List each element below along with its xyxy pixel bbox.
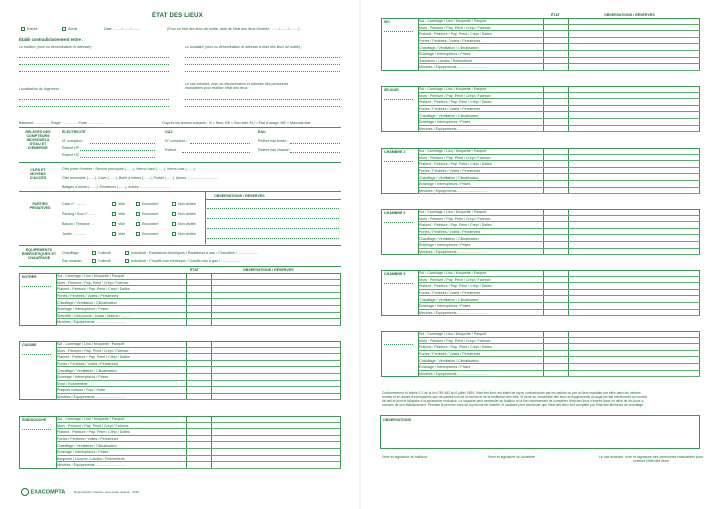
room-row[interactable]: Murs : Peinture / Pap. Peint / Crépi / Faïence bbox=[418, 277, 700, 284]
chauffage-individuel-checkbox[interactable] bbox=[125, 251, 129, 254]
privative-nonvisite-checkbox[interactable] bbox=[172, 212, 176, 215]
room-row[interactable]: Murs : Peinture / Pap. Peint / Crépi / Faïence bbox=[56, 348, 341, 355]
date-note: (Pour un état des lieux de sortie, date de l'état des lieux d'entrée : ......./......../.........) bbox=[167, 27, 300, 31]
signature-mandataire: Le cas échéant, nom et signature des personnes mandatées pour réaliser l'état des lieux bbox=[598, 455, 704, 463]
equipements-label: ÉQUIPEMENTS ÉNERGÉTIQUES ET CHAUFFAGE bbox=[21, 248, 57, 260]
room-label-cuisine: CUISINE bbox=[22, 343, 37, 347]
privative-encombre-checkbox[interactable] bbox=[136, 222, 140, 225]
room-label-sejour: SÉJOUR bbox=[384, 88, 399, 92]
cles-line-1: Clés porte d'entrée : Serrure principale (.......), Verrou haut (.......), Verrou bas (.......) bbox=[62, 167, 195, 171]
eau-individuel-checkbox[interactable] bbox=[125, 259, 129, 262]
privative-nonvisite-checkbox[interactable] bbox=[172, 202, 176, 205]
room-row[interactable]: Portes / Fenêtres / Volets / Persiennes bbox=[418, 38, 700, 45]
privative-nonvisite-checkbox[interactable] bbox=[172, 232, 176, 235]
room-row[interactable]: Sol : Carrelage / Lino / Moquette / Parquet bbox=[56, 341, 341, 348]
room-row[interactable]: Plafond : Peinture / Pap. Peint / Crépi / Dalles bbox=[56, 286, 341, 293]
room-row[interactable]: Portes / Fenêtres / Volets / Persiennes bbox=[56, 436, 341, 443]
eau-chaude: Relevé eau chaude : bbox=[258, 148, 291, 152]
chauffage-collectif-checkbox[interactable] bbox=[92, 251, 96, 254]
cles-label: CLÉS ET MOYENS D'ACCÈS bbox=[29, 168, 47, 180]
observations-heading: OBSERVATIONS bbox=[383, 418, 412, 422]
etat-legend: D'après les termes suivants : N = Neuf, BE = Bon état, EU = État d'usage, ME = Mauvais état bbox=[162, 121, 311, 125]
entree-checkbox[interactable] bbox=[21, 27, 25, 30]
room-row[interactable]: Plafond : Peinture / Pap. Peint / Crépi / Dalles bbox=[56, 429, 341, 436]
privative-encombre-3[interactable]: Encombré bbox=[136, 232, 158, 236]
batiment-field[interactable]: Bâtiment : .............. Étage : .............. Porte : .............. bbox=[19, 121, 105, 125]
room-row[interactable]: Murs : Peinture / Pap. Peint / Crépi / Faïence bbox=[56, 280, 341, 287]
room-row[interactable]: Chauffage / Ventilation / Climatisation bbox=[418, 357, 700, 364]
privative-vide-2[interactable]: Vide bbox=[112, 222, 125, 226]
cles-line-3: Badges d'accès (.......), Émetteurs (.......), Autres ............................... bbox=[62, 185, 171, 189]
obs-header-right: OBSERVATIONS / RÉSERVES bbox=[604, 13, 655, 17]
room-row[interactable]: Plafond : Peinture / Pap. Peint / Crépi / Dalles bbox=[418, 161, 700, 168]
page-title: ÉTAT DES LIEUX bbox=[152, 13, 203, 19]
room-row[interactable]: Sol : Carrelage / Lino / Moquette / Parquet bbox=[56, 416, 341, 423]
room-row[interactable]: Meubles / Équipements .............................. bbox=[418, 249, 700, 256]
privative-vide-1[interactable]: Vide bbox=[112, 212, 125, 216]
elec-num: N° compteur : bbox=[62, 139, 85, 143]
privative-vide-checkbox[interactable] bbox=[112, 212, 116, 215]
room-row[interactable]: Portes / Fenêtres / Volets / Persiennes bbox=[418, 106, 700, 113]
obs-header-left: OBSERVATIONS / RÉSERVES bbox=[243, 268, 294, 272]
privatives-obs-header: OBSERVATIONS / RÉSERVES bbox=[214, 194, 265, 198]
bailleur-label: Le bailleur (nom ou dénomination et adresse) : bbox=[19, 45, 94, 49]
privative-vide-checkbox[interactable] bbox=[112, 232, 116, 235]
entree-checkbox-row[interactable]: Entrée bbox=[21, 27, 38, 31]
privative-nonvisite-0[interactable]: Non visitée bbox=[172, 202, 196, 206]
privative-item-2: Balcon / Terrasse ... bbox=[62, 222, 94, 226]
room-row[interactable]: Baignoire / Douche / Lavabo / Robinetterie bbox=[56, 456, 341, 463]
room-row[interactable]: Meubles / Équipements .............................. bbox=[56, 394, 341, 401]
room-row[interactable]: Portes / Fenêtres / Volets / Persiennes bbox=[56, 361, 341, 368]
room-row[interactable]: Plafond : Peinture / Pap. Peint / Crépi / Dalles bbox=[56, 354, 341, 361]
room-row[interactable]: Murs : Peinture / Pap. Peint / Crépi / Faïence bbox=[418, 216, 700, 223]
observations-box[interactable] bbox=[380, 415, 700, 449]
room-row[interactable]: Plafond : Peinture / Pap. Peint / Crépi / Dalles bbox=[418, 283, 700, 290]
room-row[interactable]: Éclairage / Interrupteurs / Prises bbox=[418, 181, 700, 188]
room-row[interactable]: Meubles / Équipements .............................. bbox=[418, 64, 700, 71]
gaz-releve: Relevé : bbox=[165, 148, 179, 152]
exacompta-logo-icon bbox=[21, 488, 29, 496]
privative-item-3: Jardin : ........... bbox=[62, 232, 86, 236]
room-row[interactable]: Portes / Fenêtres / Volets / Persiennes bbox=[418, 351, 700, 358]
eau-collectif-checkbox[interactable] bbox=[92, 259, 96, 262]
privative-encombre-1[interactable]: Encombré bbox=[136, 212, 158, 216]
privative-encombre-2[interactable]: Encombré bbox=[136, 222, 158, 226]
privative-encombre-checkbox[interactable] bbox=[136, 212, 140, 215]
room-row[interactable]: Éclairage / Interrupteurs / Prises bbox=[418, 303, 700, 310]
sortie-checkbox[interactable] bbox=[62, 27, 66, 30]
room-row[interactable]: Éclairage / Interrupteurs / Prises bbox=[418, 119, 700, 126]
room-row[interactable]: Meubles / Équipements .............................. bbox=[56, 319, 341, 326]
room-label-wc: WC bbox=[384, 20, 390, 24]
etat-header-left: ÉTAT bbox=[190, 268, 199, 272]
room-row[interactable]: Évier / Robinetterie bbox=[56, 381, 341, 388]
room-row[interactable]: Meubles / Équipements .............................. bbox=[418, 126, 700, 133]
privative-vide-checkbox[interactable] bbox=[112, 202, 116, 205]
room-row[interactable]: Chauffage / Ventilation / Climatisation bbox=[418, 296, 700, 303]
room-row[interactable]: Chauffage / Ventilation / Climatisation bbox=[418, 235, 700, 242]
privative-vide-3[interactable]: Vide bbox=[112, 232, 125, 236]
room-row[interactable]: Portes / Fenêtres / Volets / Persiennes bbox=[418, 290, 700, 297]
room-row[interactable]: Sonnette / Interphone / Judas / Alarme / .......... bbox=[56, 313, 341, 320]
sortie-checkbox-row[interactable]: Sortie bbox=[62, 27, 77, 31]
room-row[interactable]: Portes / Fenêtres / Volets / Persiennes bbox=[418, 168, 700, 175]
room-row[interactable]: Portes / Fenêtres / Volets / Persiennes bbox=[56, 293, 341, 300]
room-row[interactable]: Chauffage / Ventilation / Climatisation bbox=[56, 299, 341, 306]
room-row[interactable]: Sol : Carrelage / Lino / Moquette / Parquet bbox=[418, 86, 700, 93]
eauchaude-label: Eau chaude : bbox=[62, 259, 84, 263]
legal-text: Conformément à l'article 3-2 de la loi n°89-462 du 6 juillet 1989, l'état des lieux est établi de façon contradictoire par les parties ou par un tiers mandaté par elles dans les mêmes formes et en autant d'exemplaires que de parties lors de la remise et de la restitution des clés. Si perte ou l'ensemble des lieux et équipements d'usage privatif mentionnés au contrat de bail et dont le locataire a la jouissance exclusive. Le locataire peut demander au bailleur ou à son représentant de compléter l'état des lieux d'entrée dans un délai de dix jours à compter de son établissement. Pendant le premier mois de la période de chauffe, le locataire peut demander que l'état des lieux soit complété par l'état des éléments de chauffage. bbox=[382, 391, 647, 407]
privative-nonvisite-3[interactable]: Non visitée bbox=[172, 232, 196, 236]
signature-bailleur: Nom et signature du bailleur bbox=[382, 455, 427, 459]
room-row[interactable]: Éclairage / Interrupteurs / Prises bbox=[56, 374, 341, 381]
locataire-label: Le locataire (nom ou dénomination et adresse à était des lieux de sortie) : bbox=[185, 45, 303, 49]
eau-heading: EAU bbox=[258, 130, 266, 134]
room-row[interactable]: Plafond : Peinture / Pap. Peint / Crépi / Dalles bbox=[418, 31, 700, 38]
room-row[interactable]: Éclairage / Interrupteurs / Prises bbox=[56, 306, 341, 313]
room-row[interactable]: Murs : Peinture / Pap. Peint / Crépi / Faïence bbox=[418, 25, 700, 32]
room-label-ch3: CHAMBRE 3 bbox=[384, 272, 406, 276]
room-row[interactable]: Sol : Carrelage / Lino / Moquette / Parquet bbox=[418, 331, 700, 338]
gaz-num: N° compteur : bbox=[165, 139, 188, 143]
elec-heading: ÉLECTRICITÉ bbox=[62, 130, 86, 134]
room-row[interactable]: Chauffage / Ventilation / Climatisation bbox=[418, 112, 700, 119]
localisation-label: Localisation du logement : bbox=[19, 87, 61, 91]
room-row[interactable]: Meubles / Équipements .............................. bbox=[418, 310, 700, 317]
gaz-heading: GAZ bbox=[165, 130, 173, 134]
room-row[interactable]: Éclairage / Interrupteurs / Prises bbox=[56, 449, 341, 456]
etat-header-right: ÉTAT bbox=[551, 13, 560, 17]
privative-vide-0[interactable]: Vide bbox=[112, 202, 125, 206]
room-row[interactable]: Plafond : Peinture / Pap. Peint / Crépi / Dalles bbox=[418, 99, 700, 106]
privatives-label: PARTIES PRIVATIVES bbox=[29, 202, 51, 210]
page-spine bbox=[359, 0, 361, 509]
room-row[interactable]: Murs : Peinture / Pap. Peint / Crépi / Faïence bbox=[418, 338, 700, 345]
mandataire-label: Le cas échéant, nom ou dénomination et adresse des personnes mandatées pour réaliser l'état des lieux : bbox=[185, 82, 289, 90]
room-row[interactable]: Meubles / Équipements .............................. bbox=[418, 371, 700, 378]
room-row[interactable]: Meubles / Équipements .............................. bbox=[418, 188, 700, 195]
room-row[interactable]: Sanitaires / Lavabo / Robinetterie bbox=[418, 58, 700, 65]
privative-nonvisite-1[interactable]: Non visitée bbox=[172, 212, 196, 216]
room-row[interactable]: Éclairage / Interrupteurs / Prises bbox=[418, 51, 700, 58]
room-row[interactable]: Chauffage / Ventilation / Climatisation bbox=[56, 367, 341, 374]
privative-encombre-checkbox[interactable] bbox=[136, 202, 140, 205]
privative-nonvisite-checkbox[interactable] bbox=[172, 222, 176, 225]
room-label-ch2: CHAMBRE 2 bbox=[384, 211, 406, 215]
room-row[interactable]: Plafond : Peinture / Pap. Peint / Crépi / Dalles bbox=[418, 344, 700, 351]
room-row[interactable]: Murs : Peinture / Pap. Peint / Crépi / Faïence bbox=[56, 423, 341, 430]
privative-encombre-checkbox[interactable] bbox=[136, 232, 140, 235]
room-row[interactable]: Chauffage / Ventilation / Climatisation bbox=[418, 174, 700, 181]
room-row[interactable]: Chauffage / Ventilation / Climatisation bbox=[418, 44, 700, 51]
room-row[interactable]: Sol : Carrelage / Lino / Moquette / Parquet bbox=[418, 148, 700, 155]
room-row[interactable]: Sol : Carrelage / Lino / Moquette / Parquet bbox=[418, 270, 700, 277]
eau-froide: Relevé eau froide : bbox=[258, 139, 289, 143]
room-row[interactable]: Plafond : Peinture / Pap. Peint / Crépi / Dalles bbox=[418, 222, 700, 229]
footer-note: Reproduction interdite, sous toute réserve - 2016 bbox=[74, 490, 140, 494]
elec-hc: Relevé HC : bbox=[62, 153, 82, 157]
room-row[interactable]: Éclairage / Interrupteurs / Prises bbox=[418, 242, 700, 249]
footer-logo: EXACOMPTA bbox=[21, 488, 65, 496]
chauffage-label: Chauffage : bbox=[62, 251, 81, 255]
room-label-ch1: CHAMBRE 1 bbox=[384, 150, 406, 154]
room-row[interactable]: Sol : Carrelage / Lino / Moquette / Parquet bbox=[418, 18, 700, 25]
room-row[interactable]: Portes / Fenêtres / Volets / Persiennes bbox=[418, 229, 700, 236]
privative-vide-checkbox[interactable] bbox=[112, 222, 116, 225]
room-row[interactable]: Chauffage / Ventilation / Climatisation bbox=[56, 442, 341, 449]
parties-heading: Établi contradictoirement entre : bbox=[19, 37, 84, 42]
room-row[interactable]: Sol : Carrelage / Lino / Moquette / Parquet bbox=[56, 273, 341, 280]
room-row[interactable]: Murs : Peinture / Pap. Peint / Crépi / Faïence bbox=[418, 93, 700, 100]
date-field[interactable]: Date : ......./......../......... bbox=[104, 27, 141, 31]
room-row[interactable]: Plaques cuisson / Four / Hotte bbox=[56, 387, 341, 394]
room-row[interactable]: Meubles / Équipements .............................. bbox=[56, 462, 341, 469]
privative-item-0: Cave n° .......... bbox=[62, 202, 86, 206]
privative-encombre-0[interactable]: Encombré bbox=[136, 202, 158, 206]
privative-item-1: Parking / Box n° ........ bbox=[62, 212, 97, 216]
room-label-entree: ENTRÉE bbox=[22, 275, 37, 279]
room-row[interactable]: Sol : Carrelage / Lino / Moquette / Parquet bbox=[418, 209, 700, 216]
room-row[interactable]: Éclairage / Interrupteurs / Prises bbox=[418, 364, 700, 371]
privative-nonvisite-2[interactable]: Non visitée bbox=[172, 222, 196, 226]
cles-line-2: Clés immeuble (.......), Cave (.......), Boîte à lettres (.......), Portail (.......), Autres ............................... bbox=[62, 176, 219, 180]
compteurs-label: RELEVÉS DES COMPTEURS INDIVIDUELS D'EAU ET D'ÉNERGIE bbox=[25, 130, 51, 150]
elec-hp: Relevé HP : bbox=[62, 146, 82, 150]
room-row[interactable]: Murs : Peinture / Pap. Peint / Crépi / Faïence bbox=[418, 155, 700, 162]
room-label-sdb: SDB/DOUCHE bbox=[22, 418, 47, 422]
signature-locataire: Nom et signature du locataire bbox=[488, 455, 535, 459]
